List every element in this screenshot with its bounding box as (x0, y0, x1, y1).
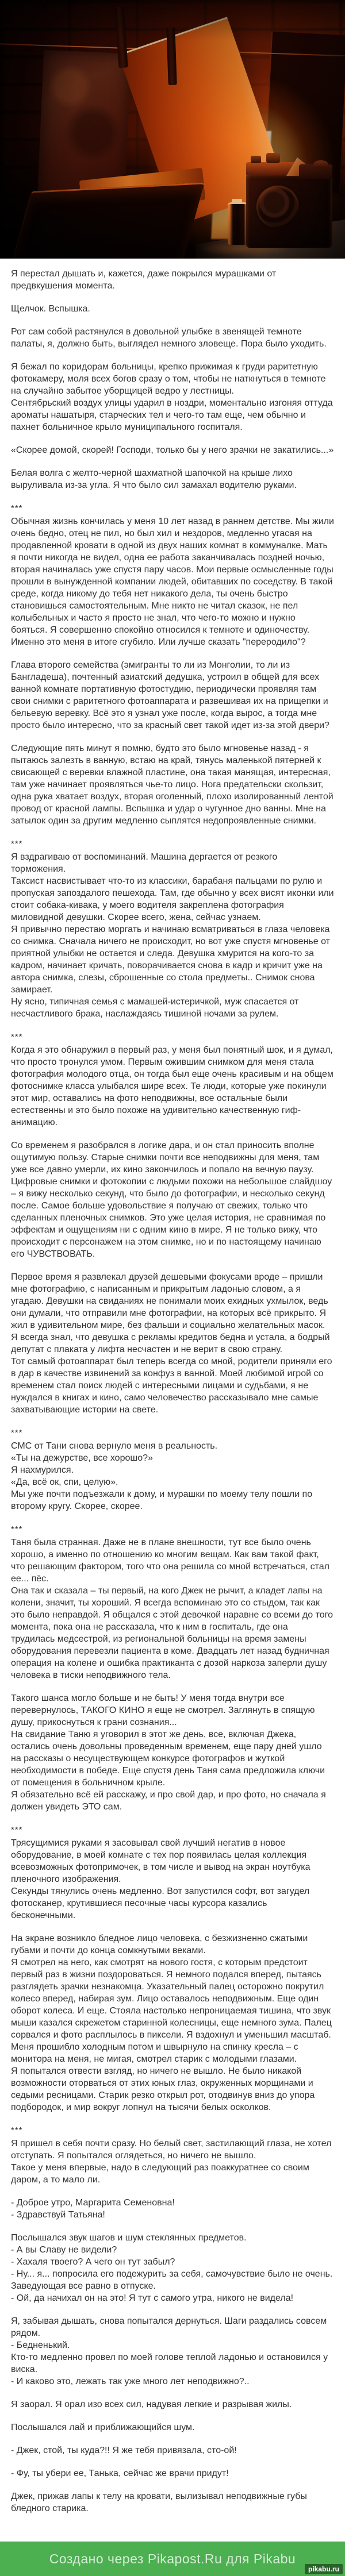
story-paragraph: Послышался звук шагов и шум стеклянных предметов. - А вы Славу не видели? - Хахаля твоего? А чего он тут забыл? - Ну... я... попросила его подежурить за себя, самочувствие было не очень. Заведующая все равно в отпуске. - Ой, да начихал он на это! Я тут с самого утра, никого не видела! (11, 2233, 333, 2303)
story-paragraph: Глава второго семейства (эмигранты то ли из Монголии, то ли из Бангладеша), почтенный азиатский дедушка, устроил в общей для всех ванной комнате портативную фотостудию, периодически проявляя там свои снимки с раритетного фотоаппарата и развешивая их на прищепки и бельевую веревку. Всё это я узнал уже после, когда вырос, а тогда мне просто было интересно, что за красный свет такой идет из-за этой двери? (11, 660, 329, 730)
section-separator: *** (11, 2126, 23, 2135)
story-paragraph: Щелчок. Вспышка. (11, 304, 90, 314)
story-paragraph: Трясущимися руками я засовывал свой лучший негатив в новое оборудование, в моей комнате с тех пор появилась целая коллекция всевозможных фотопримочек, в том числе и вывод на экран ноутбука пленочного изображения. Секунды тянулись очень медленно. Вот запустился софт, вот загудел фотосканер, крутившиеся песочные часы курсора казались бесконечными. (11, 1838, 310, 1920)
story-paragraph: Со временем я разобрался в логике дара, и он стал приносить вполне ощутимую пользу. Старые снимки почти все неподвижны для меня, там уже все давно умерли, их кино закончилось и попало на вечную паузу. Цифровые снимки и фотокопии с людьми похожи на небольшое слайдшоу – я вижу несколько секунд, что было до фотографии, и несколько секунд после. Самое больше удовольствие я получаю от свежих, только что сделанных пленочных снимков. Это уже целая история, не сравнимая по эффектам и ощущениям ни с одним кино в мире. Я не только вижу, что происходит с персонажем на этом снимке, но и по настоящему начинаю его ЧУВСТВОВАТЬ. (11, 1141, 332, 1259)
story-paragraph: Белая волга с желто-черной шахматной шапочкой на крыше лихо выруливала из-за угла. Я что было сил замахал водителю руками. (11, 468, 297, 490)
story-paragraph: Следующие пять минут я помню, будто это было мгновенье назад - я пытаюсь залезть в ванную, встаю на край, тянусь маленькой пятерней к свисающей с веревки влажной пластине, она такая манящая, интересная, там уже начинает проявляться чье-то лицо. Нога предательски скользит, одна рука хватает воздух, вторая оголенный, плохо изолированный лентой провод от красной лампы. Вспышка и удар о чугунное дно ванны. Мне на затылок один за другим медленно сыплятся недопроявленные снимки. (11, 744, 334, 826)
story-paragraph: СМС от Тани снова вернуло меня в реальность. «Ты на дежурстве, все хорошо?» Я нахмурился. «Да, всё ок, спи, целую». Мы уже почти подъезжали к дому, и мурашки по моему телу пошли по второму кругу. Скорее, скорее. (11, 1441, 313, 1511)
hero-photo (0, 0, 345, 259)
footer-label: Создано через Pikapost.Ru для Pikabu (49, 2551, 296, 2566)
section-separator: *** (11, 1428, 23, 1438)
story-paragraph: Я вздрагиваю от воспоминаний. Машина дергается от резкого торможения. Таксист насвистывает что-то из классики, барабаня пальцами по рулю и пропуская запоздалого пешехода. Там, где обычно у всех висят иконки или стоит собака-кивака, у моего водителя закреплена фотография миловидной девушки. Скорее всего, жена, сейчас узнаем. Я привычно перестаю моргать и начинаю всматриваться в глаза человека со снимка. Сначала ничего не происходит, но вот уже спустя мгновенье от приятной улыбки не остается и следа. Девушка хмурится на кого-то за кадром, начинает кричать, поворачивается снова в кадр и кричит уже на автора снимка, слезы, сброшенные со стола предметы.. Снимок снова замирает. Ну ясно, типичная семья с мамашей-истеричкой, муж спасается от несчастливого брака, наслаждаясь тишиной ночами за рулем. (11, 852, 334, 1019)
story-paragraph: - Доброе утро, Маргарита Семеновна! - Здравствуй Татьяна! (11, 2198, 175, 2220)
story-paragraph: Я, забывая дышать, снова попытался дернуться. Шаги раздались совсем рядом. - Бедненький. Кто-то медленно провел по моей голове теплой ладонью и остановился у виска. - И каково это, лежать так уже много лет неподвижно?.. (11, 2316, 328, 2386)
story-paragraph: Когда я это обнаружил в первый раз, у меня был понятный шок, и я думал, что просто тронулся умом. Первым ожившим снимком для меня стала фотография молодого отца, он тогда был еще очень красивым и на общем фотоснимке класса улыбался шире всех. Те люди, которые уже покинули этот мир, оставались на фото неподвижны, все остальные были естественны и это было похоже на удивительно качественную гиф-анимацию. (11, 1045, 334, 1127)
story-paragraph: «Скорее домой, скорей! Господи, только бы у него зрачки не закатились...» (11, 445, 334, 455)
footer-banner (0, 2542, 345, 2576)
section-separator: *** (11, 839, 23, 849)
story-paragraph: Рот сам собой растянулся в довольной улыбке в звенящей темноте палаты, я, должно быть, выглядел немного зловеще. Пора было уходить. (11, 327, 327, 349)
story-paragraph: Послышался лай и приближающийся шум. (11, 2423, 195, 2432)
story-paragraph: Я бежал по коридорам больницы, крепко прижимая к груди раритетную фотокамеру, моля всех богов сразу о том, чтобы не наткнуться в темноте на случайно забытое уборщицей ведро у лестницы. Сентябрьский воздух улицы ударил в ноздри, моментально изгоняя оттуда ароматы нашатыря, старческих тел и чего-то там еще, чем обычно и пахнет больничное крыло муниципального госпиталя. (11, 362, 333, 432)
story-paragraph: - Джек, стой, ты куда?!! Я же тебя привязала, сто-ой! (11, 2446, 237, 2455)
section-separator: *** (11, 1825, 23, 1835)
story-paragraph: Я перестал дышать и, кажется, даже покрылся мурашками от предвкушения момента. (11, 269, 277, 291)
story-paragraph: Я пришел в себя почти сразу. Но белый свет, застилающий глаза, не хотел отступать. Я попытался оглядеться, но ничего не вышло. Такое у меня впервые, надо в следующий раз поаккуратнее со своим даром, а то мало ли. (11, 2139, 332, 2185)
vignette-overlay (0, 0, 345, 259)
story-paragraph: На экране возникло бледное лицо человека, с безжизненно сжатыми губами и почти до конца сомкнутыми веками. Я смотрел на него, как смотрят на нового гостя, с которым предстоит первый раз в жизни поздороваться. Я немного подался вперед, пытаясь разглядеть зрачки незнакомца. Указательный палец осторожно покрутил колесо вперед, набирая зум. Лицо оставалось неподвижным. Еще один оборот колеса. И еще. Стояла настолько непроницаемая тишина, что звук мыши казался скрежетом старинной колесницы, еще немного зума. Палец сорвался и фото расплылось в пиксели. Я вздохнул и уменьшил масштаб. Меня прошибло холодным потом и швырнуло на спинку кресла – с монитора на меня, не мигая, смотрел старик с молодыми глазами. Я попытался отвести взгляд, но ничего не вышло. Не было никакой возможности оторваться от этих юных глаз, окруженных морщинами и седыми ресницами. Старик резко открыл рот, отодвинув вниз до упора подбородок, и мир вокруг лопнул на тысячи белых осколков. (11, 1934, 332, 2112)
pikabu-watermark: pikabu.ru (305, 2564, 343, 2574)
story-text (0, 259, 345, 2542)
story-paragraph: - Фу, ты убери ее, Танька, сейчас же врачи придут! (11, 2469, 229, 2478)
story-paragraph: Обычная жизнь кончилась у меня 10 лет назад в раннем детстве. Мы жили очень бедно, отец не пил, но был хил и нездоров, медленно угасая на продавленной кровати в одной из двух наших комнат в коммуналке. Мать я почти никогда не видел, одна ее работа заканчивалась поздней ночью, вторая начиналась уже спустя пару часов. Мои первые осмысленные годы прошли в вынужденной компании людей, обитавших по соседству. В такой среде, когда никому до тебя нет никакого дела, ты очень быстро становишься самостоятельным. Мне никто не читал сказок, не пел колыбельных и часто я просто не знал, что чего-то можно и нужно бояться. Я совершенно спокойно относился к темноте и одиночеству. Именно это меня в итоге сгубило. Или лучше сказать "переродило"? (11, 517, 334, 647)
section-separator: *** (11, 1032, 23, 1042)
story-paragraph: Первое время я развлекал друзей дешевыми фокусами вроде – пришли мне фотографию, с написанным и прикрытым ладонью словом, а я угадаю. Девушки на свиданиях не понимали моих ехидных ухмылок, ведь они думали, что отправили мне фотографии, на которых всё прикрыто. Я жил в удивительном мире, без фальши и социально желательных масок. Я всегда знал, что девушка с рекламы кредитов бедна и устала, а бодрый депутат с плаката у лифта несчастен и не верит в свою страну. Тот самый фотоаппарат был теперь всегда со мной, родители приняли его в дар в качестве извинений за конфуз в ванной. Моей любимой игрой со временем стал поиск людей с интересными лицами и судьбами, я не нуждался в книгах и кино, само человечество рассказывало мне самые захватывающие истории на свете. (11, 1272, 332, 1415)
story-paragraph: Я заорал. Я орал изо всех сил, надувая легкие и разрывая жилы. (11, 2400, 292, 2409)
section-separator: *** (11, 503, 23, 513)
section-separator: *** (11, 1524, 23, 1534)
story-paragraph: Такого шанса могло больше и не быть! У меня тогда внутри все перевернулось, ТАКОГО КИНО я еще не смотрел. Заглянуть в спящую душу, прикоснуться к грани сознания... На свидание Таню я уговорил в этот же день, все, включая Джека, остались очень довольны проведенным временем, еще пару дней ушло на рассказы о несуществующем конкурсе фотографов и жуткой необходимости в победе. Еще спустя день Таня сама предложила ключи от помещения в больничном крыле. Я обязательно всё ей расскажу, и про свой дар, и про фото, но сначала я должен увидеть ЭТО сам. (11, 1693, 326, 1812)
story-paragraph: Джек, прижав лапы к телу на кровати, вылизывал неподвижные губы бледного старика. (11, 2492, 307, 2513)
story-paragraph: Таня была странная. Даже не в плане внешности, тут все было очень хорошо, а именно по отношению ко многим вещам. Как вам такой факт, что решающим фактором, того что она решила со мной встречаться, стал ее... пёс. Она так и сказала – ты первый, на кого Джек не рычит, а кладет лапы на колени, значит, ты хороший. Я всегда вспоминаю это со стыдом, так как это было неправдой. Я общался с этой девочкой наравне со всеми до того момента, пока она не рассказала, что к ним в госпиталь, где она трудилась медсестрой, из региональной больницы на время замены оборудования перевезли пациента в коме. Двадцать лет назад будничная операция на колене и ошибка практиканта с дозой наркоза заперли душу человека в тиски неподвижного тела. (11, 1538, 334, 1680)
